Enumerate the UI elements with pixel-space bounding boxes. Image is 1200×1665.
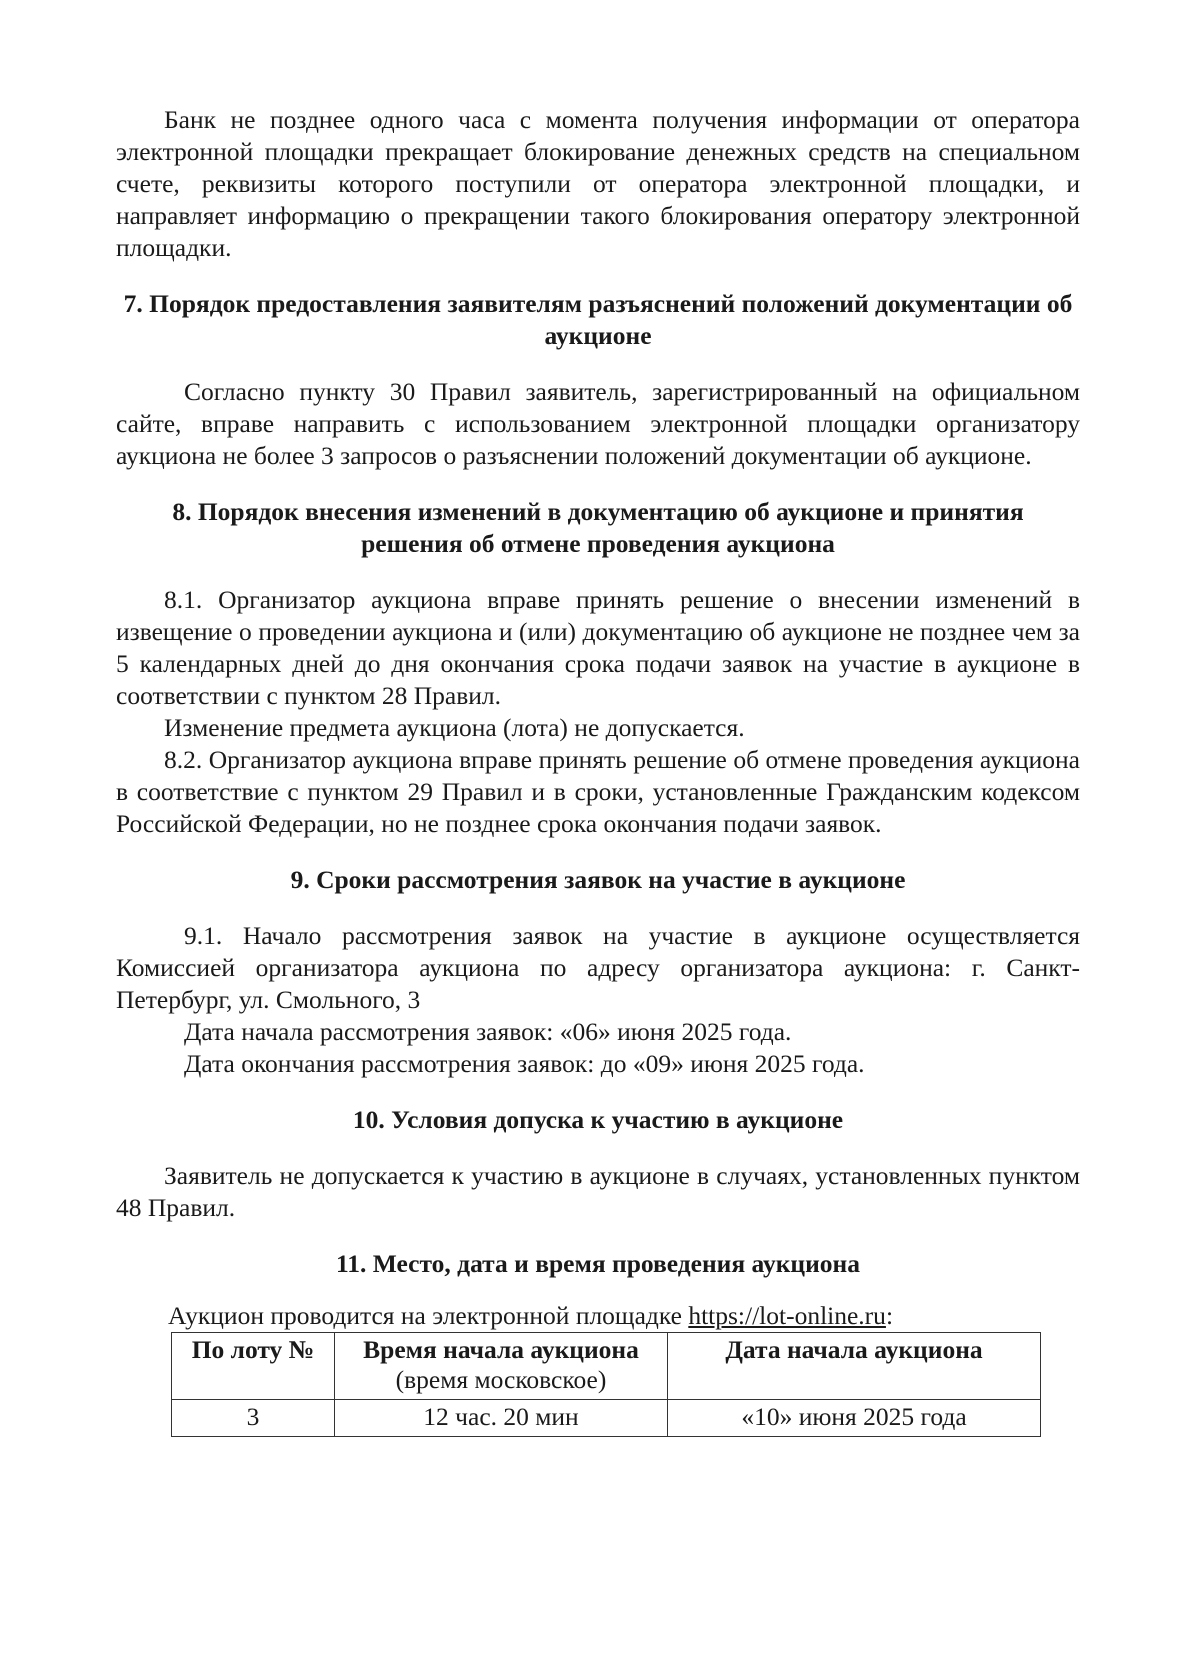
section-10-heading: 10. Условия допуска к участию в аукционе <box>352 1105 844 1134</box>
document-page <box>116 104 1080 1437</box>
table-header-row <box>172 1333 1041 1400</box>
section-11-heading: 11. Место, дата и время проведения аукциона <box>335 1249 861 1278</box>
section-8-heading: 8. Порядок внесения изменений в документацию об аукционе и принятия решения об отмене проведения аукциона <box>172 497 1024 558</box>
table-header-date: Дата начала аукциона <box>668 1333 1041 1400</box>
section-9-heading: 9. Сроки рассмотрения заявок на участие в аукционе <box>290 865 906 894</box>
table-cell-date: «10» июня 2025 года <box>668 1400 1041 1437</box>
section-8-lot-change-text: Изменение предмета аукциона (лота) не допускается. <box>164 713 745 742</box>
paragraph-bank-blocking: Банк не позднее одного часа с момента получения информации от оператора электронной площадки прекращает блокирование денежных средств на специальном счете, реквизиты которого поступили от оператора электронной площадки, и направляет информацию о прекращении такого блокирования оператору электронной площадки. <box>116 105 1080 262</box>
section-8-2-text: 8.2. Организатор аукциона вправе принять решение об отмене проведения аукциона в соответствие с пунктом 29 Правил и в сроки, установленные Гражданским кодексом Российской Федерации, но не позднее срока окончания подачи заявок. <box>116 745 1080 838</box>
table-header-time-sub: (время московское) <box>395 1365 607 1394</box>
auction-platform-line <box>116 1300 1080 1332</box>
section-9-1-text: 9.1. Начало рассмотрения заявок на участие в аукционе осуществляется Комиссией организатора аукциона по адресу организатора аукциона: г. Санкт-Петербург, ул. Смольного, 3 <box>116 921 1080 1014</box>
table-row <box>172 1400 1041 1437</box>
section-7-heading: 7. Порядок предоставления заявителям разъяснений положений документации об аукционе <box>123 289 1073 350</box>
table-header-lot: По лоту № <box>172 1333 335 1400</box>
auction-platform-colon: : <box>885 1301 894 1330</box>
section-8-1-text: 8.1. Организатор аукциона вправе принять решение о внесении изменений в извещение о проведении аукциона и (или) документацию об аукционе не позднее чем за 5 календарных дней до дня окончания срока подачи заявок на участие в аукционе в соответствии с пунктом 28 Правил. <box>116 585 1080 710</box>
platform-link[interactable]: https://lot-online.ru <box>688 1301 886 1330</box>
table-cell-lot: 3 <box>172 1400 335 1437</box>
table-header-time <box>335 1333 668 1400</box>
auction-platform-intro: Аукцион проводится на электронной площадке <box>168 1301 689 1330</box>
table-cell-time: 12 час. 20 мин <box>335 1400 668 1437</box>
table-header-time-title: Время начала аукциона <box>363 1335 639 1364</box>
auction-schedule-table <box>171 1332 1041 1437</box>
section-10-text: Заявитель не допускается к участию в аукционе в случаях, установленных пунктом 48 Правил. <box>116 1161 1080 1222</box>
review-start-date: Дата начала рассмотрения заявок: «06» июня 2025 года. <box>184 1017 792 1046</box>
section-7-text: Согласно пункту 30 Правил заявитель, зарегистрированный на официальном сайте, вправе направить с использованием электронной площадки организатору аукциона не более 3 запросов о разъяснении положений документации об аукционе. <box>116 377 1080 470</box>
review-end-date: Дата окончания рассмотрения заявок: до «09» июня 2025 года. <box>184 1049 865 1078</box>
